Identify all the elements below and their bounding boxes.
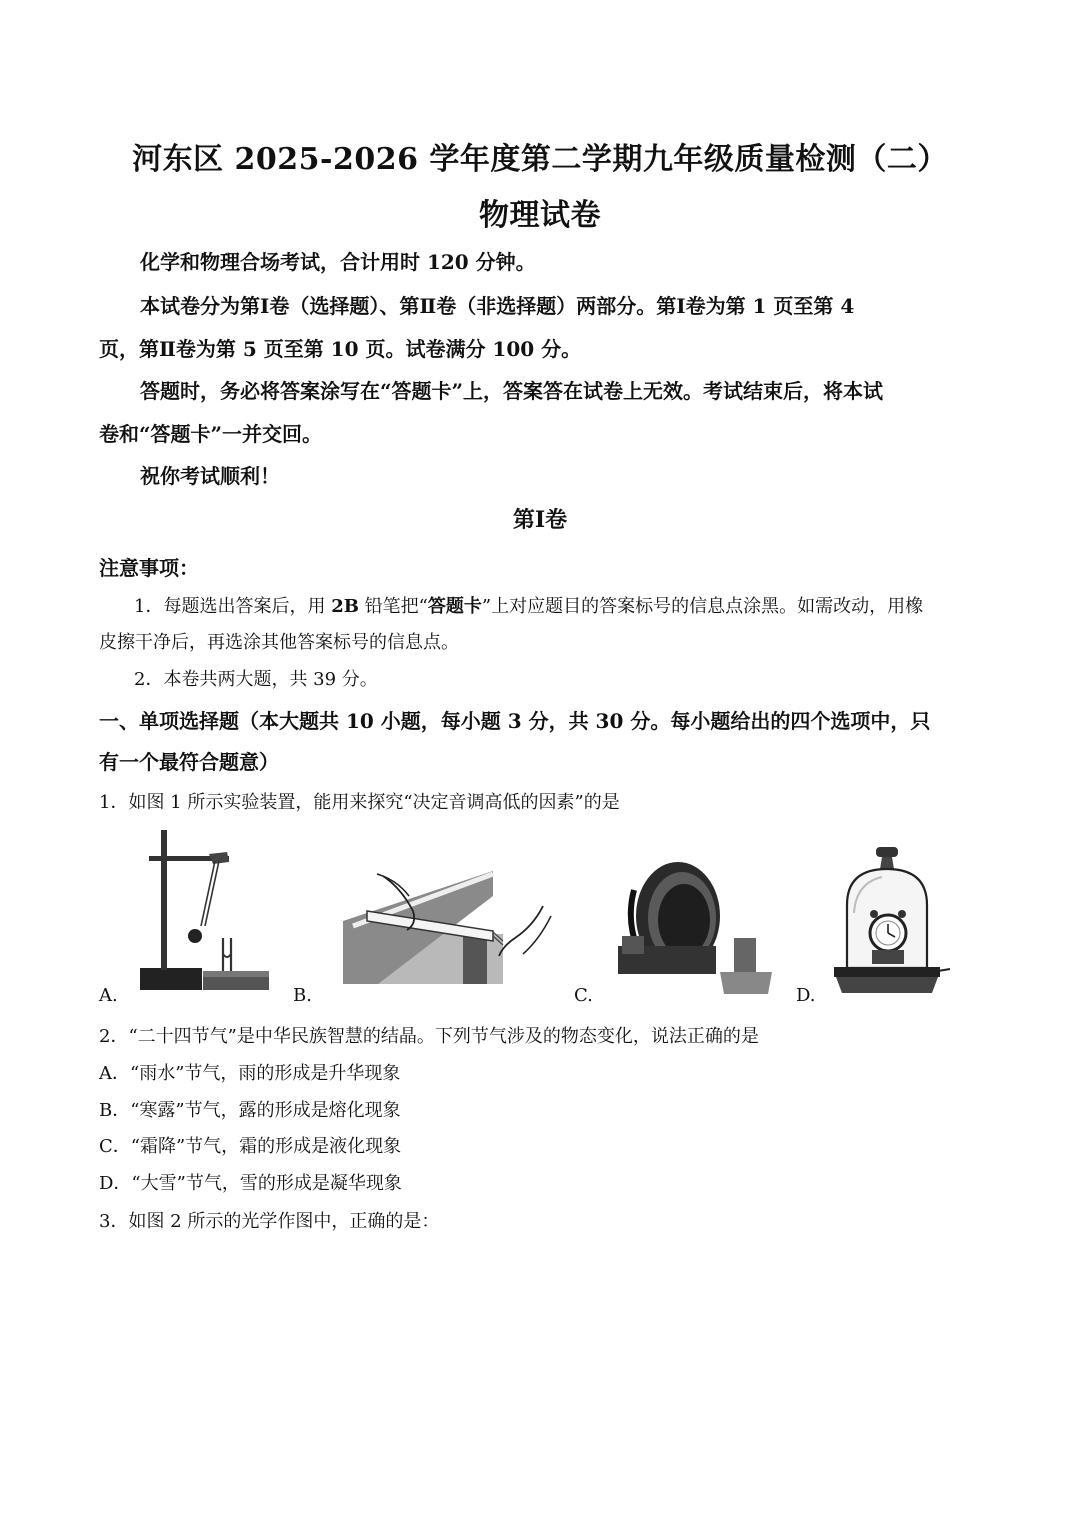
notice-item-1a xyxy=(134,592,923,618)
question-2-option-d: D．“大雪”节气，雪的形成是凝华现象 xyxy=(99,1173,402,1194)
section-heading: 第Ⅰ卷 xyxy=(512,507,568,533)
notice-1-post: ”上对应题目的答案标号的信息点涂黑。如需改动，用橡 xyxy=(481,596,924,617)
question-1-option-d-label: D. xyxy=(796,985,816,1006)
notice-item-2: 2．本卷共两大题，共 39 分。 xyxy=(134,669,378,690)
question-1-option-a-label: A. xyxy=(99,985,118,1006)
page-subtitle: 物理试卷 xyxy=(479,198,601,233)
notice-1-mid: 铅笔把“ xyxy=(358,596,428,617)
question-2-option-a: A．“雨水”节气，雨的形成是升华现象 xyxy=(99,1063,401,1084)
question-1-option-b-label: B. xyxy=(293,985,312,1006)
notice-1-bold-2b: 2B xyxy=(331,596,359,617)
figure-d-bell-jar-clock xyxy=(832,843,952,998)
figure-a-tuning-fork-pendulum xyxy=(135,826,280,996)
question-1-option-c-label: C. xyxy=(574,985,593,1006)
intro-line-2a: 本试卷分为第Ⅰ卷（选择题）、第Ⅱ卷（非选择题）两部分。第Ⅰ卷为第 1 页至第 4 xyxy=(140,294,855,318)
intro-line-2b: 页，第Ⅱ卷为第 5 页至第 10 页。试卷满分 100 分。 xyxy=(99,337,582,361)
question-2-option-c: C．“霜降”节气，霜的形成是液化现象 xyxy=(99,1136,402,1157)
question-3-stem: 3．如图 2 所示的光学作图中，正确的是： xyxy=(99,1211,440,1232)
notice-1-bold-card: 答题卡 xyxy=(427,596,482,617)
notice-title: 注意事项： xyxy=(99,556,199,580)
question-2-stem: 2．“二十四节气”是中华民族智慧的结晶。下列节气涉及的物态变化，说法正确的是 xyxy=(99,1026,759,1047)
notice-1-pre: 1．每题选出答案后，用 xyxy=(134,596,332,617)
intro-line-3a: 答题时，务必将答案涂写在“答题卡”上，答案答在试卷上无效。考试结束后，将本试 xyxy=(140,379,884,403)
question-1-stem: 1．如图 1 所示实验装置，能用来探究“决定音调高低的因素”的是 xyxy=(99,792,620,813)
part-title-a: 一、单项选择题（本大题共 10 小题，每小题 3 分，共 30 分。每小题给出的四个选项中，只 xyxy=(99,709,931,733)
intro-line-1: 化学和物理合场考试，合计用时 120 分钟。 xyxy=(140,250,536,274)
question-2-option-b: B．“寒露”节气，露的形成是熔化现象 xyxy=(99,1100,401,1121)
notice-item-1b: 皮擦干净后，再选涂其他答案标号的信息点。 xyxy=(99,632,459,653)
intro-line-4: 祝你考试顺利！ xyxy=(140,464,280,488)
intro-line-3b: 卷和“答题卡”一并交回。 xyxy=(99,422,323,446)
figure-b-ruler-on-table xyxy=(343,866,553,986)
part-title-b: 有一个最符合题意） xyxy=(99,750,279,774)
figure-c-speaker-candle xyxy=(616,850,776,1000)
page-title: 河东区 2025-2026 学年度第二学期九年级质量检测（二） xyxy=(132,142,948,177)
